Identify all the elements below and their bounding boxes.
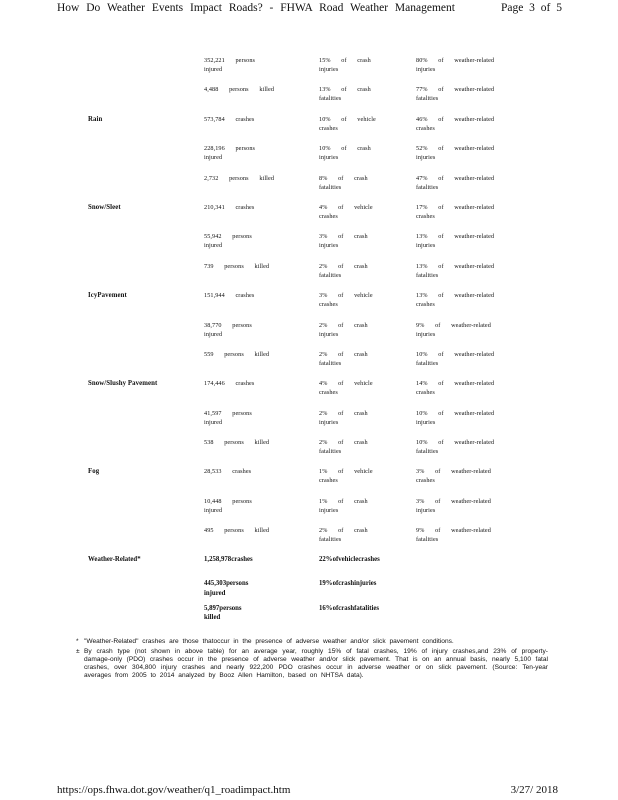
total-share-cell: 19%ofcrashinjuries	[319, 580, 377, 588]
count-cell	[204, 321, 300, 339]
share-of-all-cell	[319, 174, 399, 192]
share-of-all-cell	[319, 56, 399, 74]
footnote-crash-type	[78, 648, 548, 680]
share-of-all-cell	[319, 291, 399, 309]
weather-share-unit: fatalities	[416, 183, 439, 191]
share-value: 2% of crash	[319, 321, 368, 329]
count-cell	[204, 409, 300, 427]
share-of-weather-cell	[416, 291, 516, 309]
share-unit: crashes	[319, 389, 338, 397]
weather-category: Weather-Related*	[88, 555, 141, 563]
share-of-weather-cell	[416, 56, 516, 74]
count-value: 573,784 crashes	[204, 115, 255, 123]
count-value: 4,488 persons killed	[204, 86, 275, 94]
weather-share-value: 10% of weather-related	[416, 350, 495, 358]
source-url: https://ops.fhwa.dot.gov/weather/q1_roadimpact.htm	[57, 784, 291, 796]
share-value: 10% of crash	[319, 145, 371, 153]
share-unit: fatalities	[319, 448, 342, 456]
count-unit: injured	[204, 330, 223, 338]
share-unit: injuries	[319, 506, 339, 514]
count-unit: injured	[204, 506, 223, 514]
weather-share-unit: crashes	[416, 389, 435, 397]
weather-share-unit: crashes	[416, 124, 435, 132]
share-unit: crashes	[319, 477, 338, 485]
total-share-cell: 22%ofvehiclecrashes	[319, 555, 380, 563]
weather-category: Fog	[88, 468, 100, 476]
share-of-all-cell	[319, 379, 399, 397]
weather-share-value: 46% of weather-related	[416, 115, 495, 123]
count-cell	[204, 438, 300, 447]
share-of-weather-cell	[416, 438, 516, 456]
count-cell	[204, 497, 300, 515]
table-row	[88, 114, 528, 143]
count-unit: injured	[204, 154, 223, 162]
count-cell	[204, 262, 300, 271]
share-value: 3% of crash	[319, 233, 368, 241]
weather-impact-table	[88, 55, 528, 628]
footnotes	[78, 638, 548, 682]
weather-share-value: 80% of weather-related	[416, 57, 495, 64]
weather-share-value: 13% of weather-related	[416, 292, 495, 300]
count-cell	[204, 379, 300, 388]
count-cell	[204, 291, 300, 300]
weather-share-unit: injuries	[416, 242, 436, 250]
share-of-all-cell	[319, 321, 399, 339]
weather-share-unit: crashes	[416, 301, 435, 309]
footnote-marker: ±	[76, 648, 80, 655]
share-of-all-cell	[319, 262, 399, 280]
table-row	[88, 143, 528, 172]
count-cell	[204, 115, 300, 124]
table-row	[88, 466, 528, 495]
share-of-all-cell	[319, 85, 399, 103]
total-row	[88, 555, 528, 580]
total-count-unit: injured	[204, 589, 226, 597]
share-unit: fatalities	[319, 95, 342, 103]
share-of-weather-cell	[416, 174, 516, 192]
count-value: 28,533 crashes	[204, 468, 252, 476]
share-of-weather-cell	[416, 262, 516, 280]
count-value: 55,942 persons	[204, 233, 252, 241]
footnote-text: By crash type (not shown in above table) for an average year, roughly 15% of fatal crashes, 19% of injury crashes,and 23% of property-damage-only (PDO) crashes occur in the presence of adverse weather and/or slick pavement. That is on an annual basis, nearly 5,100 fatal crashes, over 304,800 injury crashes and nearly 922,200 PDO crashes occur in adverse weather or on slick pavement. (Source: Ten-year averages from 2005 to 2014 analyzed by Booz Allen Hamilton, based on NHTSA data).	[84, 648, 548, 679]
share-value: 2% of crash	[319, 350, 368, 358]
weather-share-value: 10% of weather-related	[416, 409, 495, 417]
weather-share-unit: injuries	[416, 418, 436, 426]
weather-share-value: 13% of weather-related	[416, 233, 495, 241]
weather-share-value: 17% of weather-related	[416, 203, 495, 211]
total-count-cell	[204, 555, 300, 565]
share-value: 1% of vehicle	[319, 468, 373, 476]
table-row	[88, 408, 528, 437]
share-unit: injuries	[319, 154, 339, 162]
share-of-weather-cell	[416, 526, 516, 544]
weather-share-value: 47% of weather-related	[416, 174, 495, 182]
weather-share-unit: injuries	[416, 66, 436, 73]
share-of-weather-cell	[416, 321, 516, 339]
table-row	[88, 202, 528, 231]
count-value: 151,944 crashes	[204, 292, 255, 300]
count-cell	[204, 350, 300, 359]
table-row	[88, 84, 528, 113]
share-unit: fatalities	[319, 536, 342, 544]
share-value: 10% of vehicle	[319, 115, 376, 123]
count-cell	[204, 56, 300, 74]
share-of-weather-cell	[416, 144, 516, 162]
table-row	[88, 173, 528, 202]
count-unit: injured	[204, 242, 223, 250]
weather-share-unit: crashes	[416, 212, 435, 220]
share-unit: crashes	[319, 212, 338, 220]
page-number: Page 3 of 5	[500, 2, 562, 14]
share-value: 1% of crash	[319, 497, 368, 505]
total-row	[88, 579, 528, 604]
total-count-unit: killed	[204, 614, 221, 622]
table-row	[88, 525, 528, 554]
weather-category: Rain	[88, 115, 103, 123]
footnote-weather-related	[78, 638, 548, 646]
share-of-all-cell	[319, 409, 399, 427]
table-row	[88, 55, 528, 84]
share-unit: injuries	[319, 418, 339, 426]
table-row	[88, 378, 528, 407]
table-row	[88, 349, 528, 378]
share-of-all-cell	[319, 526, 399, 544]
weather-share-unit: injuries	[416, 154, 436, 162]
total-count-value: 445,303persons	[204, 580, 249, 588]
count-value: 352,221 persons	[204, 57, 256, 64]
count-value: 228,196 persons	[204, 145, 256, 153]
table-row	[88, 320, 528, 349]
table-row	[88, 496, 528, 525]
share-unit: fatalities	[319, 183, 342, 191]
count-value: 538 persons killed	[204, 439, 270, 447]
footnote-text: "Weather-Related" crashes are those thatoccur in the presence of adverse weather and/or slick pavement conditions.	[84, 638, 454, 645]
weather-category: Snow/Sleet	[88, 203, 121, 211]
share-of-all-cell	[319, 438, 399, 456]
share-of-all-cell	[319, 144, 399, 162]
share-of-all-cell	[319, 467, 399, 485]
count-unit: injured	[204, 66, 223, 73]
weather-share-unit: fatalities	[416, 536, 439, 544]
count-value: 559 persons killed	[204, 350, 270, 358]
weather-share-unit: injuries	[416, 506, 436, 514]
footnote-marker: *	[76, 638, 79, 645]
share-of-weather-cell	[416, 467, 516, 485]
count-value: 739 persons killed	[204, 262, 270, 270]
count-cell	[204, 203, 300, 212]
share-value: 2% of crash	[319, 439, 368, 447]
count-value: 2,732 persons killed	[204, 174, 275, 182]
table-row	[88, 261, 528, 290]
table-row	[88, 231, 528, 260]
weather-share-value: 13% of weather-related	[416, 262, 495, 270]
share-unit: fatalities	[319, 359, 342, 367]
print-date: 3/27/ 2018	[510, 784, 558, 796]
share-unit: injuries	[319, 330, 339, 338]
page-header	[57, 2, 562, 16]
share-value: 2% of crash	[319, 409, 368, 417]
weather-share-unit: fatalities	[416, 271, 439, 279]
share-of-weather-cell	[416, 115, 516, 133]
weather-share-value: 9% of weather-related	[416, 321, 491, 329]
total-count-value: 5,897persons	[204, 604, 242, 612]
share-of-weather-cell	[416, 85, 516, 103]
share-of-weather-cell	[416, 203, 516, 221]
count-value: 495 persons killed	[204, 527, 270, 535]
count-unit: injured	[204, 418, 223, 426]
share-of-weather-cell	[416, 232, 516, 250]
share-value: 2% of crash	[319, 527, 368, 535]
weather-share-value: 9% of weather-related	[416, 527, 491, 535]
share-value: 4% of vehicle	[319, 380, 373, 388]
share-value: 8% of crash	[319, 174, 368, 182]
weather-category: IcyPavement	[88, 292, 127, 300]
share-of-all-cell	[319, 350, 399, 368]
weather-share-unit: fatalities	[416, 95, 439, 103]
table-row	[88, 290, 528, 319]
share-unit: crashes	[319, 124, 338, 132]
share-of-all-cell	[319, 203, 399, 221]
total-row	[88, 604, 528, 629]
count-value: 41,597 persons	[204, 409, 252, 417]
share-unit: fatalities	[319, 271, 342, 279]
weather-share-unit: injuries	[416, 330, 436, 338]
share-unit: injuries	[319, 242, 339, 250]
total-count-cell	[204, 579, 300, 598]
count-cell	[204, 85, 300, 94]
count-value: 10,448 persons	[204, 497, 252, 505]
count-value: 38,770 persons	[204, 321, 252, 329]
count-value: 174,446 crashes	[204, 380, 255, 388]
share-of-all-cell	[319, 232, 399, 250]
share-value: 2% of crash	[319, 262, 368, 270]
page-title: How Do Weather Events Impact Roads? - FHWA Road Weather Management	[57, 2, 455, 14]
weather-share-value: 52% of weather-related	[416, 145, 495, 153]
count-value: 210,341 crashes	[204, 203, 255, 211]
table-row	[88, 437, 528, 466]
share-unit: crashes	[319, 301, 338, 309]
share-of-weather-cell	[416, 409, 516, 427]
share-of-all-cell	[319, 115, 399, 133]
share-of-weather-cell	[416, 379, 516, 397]
weather-category: Snow/Slushy Pavement	[88, 380, 158, 388]
share-value: 4% of vehicle	[319, 203, 373, 211]
weather-share-value: 3% of weather-related	[416, 497, 491, 505]
weather-share-value: 10% of weather-related	[416, 439, 495, 447]
total-count-value: 1,258,978crashes	[204, 555, 253, 563]
weather-share-value: 14% of weather-related	[416, 380, 495, 388]
weather-share-value: 3% of weather-related	[416, 468, 491, 476]
share-value: 3% of vehicle	[319, 292, 373, 300]
count-cell	[204, 467, 300, 476]
weather-share-value: 77% of weather-related	[416, 86, 495, 94]
count-cell	[204, 526, 300, 535]
weather-share-unit: fatalities	[416, 448, 439, 456]
share-of-all-cell	[319, 497, 399, 515]
total-share-cell: 16%ofcrashfatalities	[319, 604, 380, 612]
share-value: 13% of crash	[319, 86, 371, 94]
share-of-weather-cell	[416, 497, 516, 515]
page-footer	[57, 784, 562, 798]
share-value: 15% of crash	[319, 57, 371, 64]
weather-share-unit: fatalities	[416, 359, 439, 367]
count-cell	[204, 144, 300, 162]
share-unit: injuries	[319, 66, 339, 73]
weather-share-unit: crashes	[416, 477, 435, 485]
count-cell	[204, 232, 300, 250]
share-of-weather-cell	[416, 350, 516, 368]
count-cell	[204, 174, 300, 183]
total-count-cell	[204, 604, 300, 623]
